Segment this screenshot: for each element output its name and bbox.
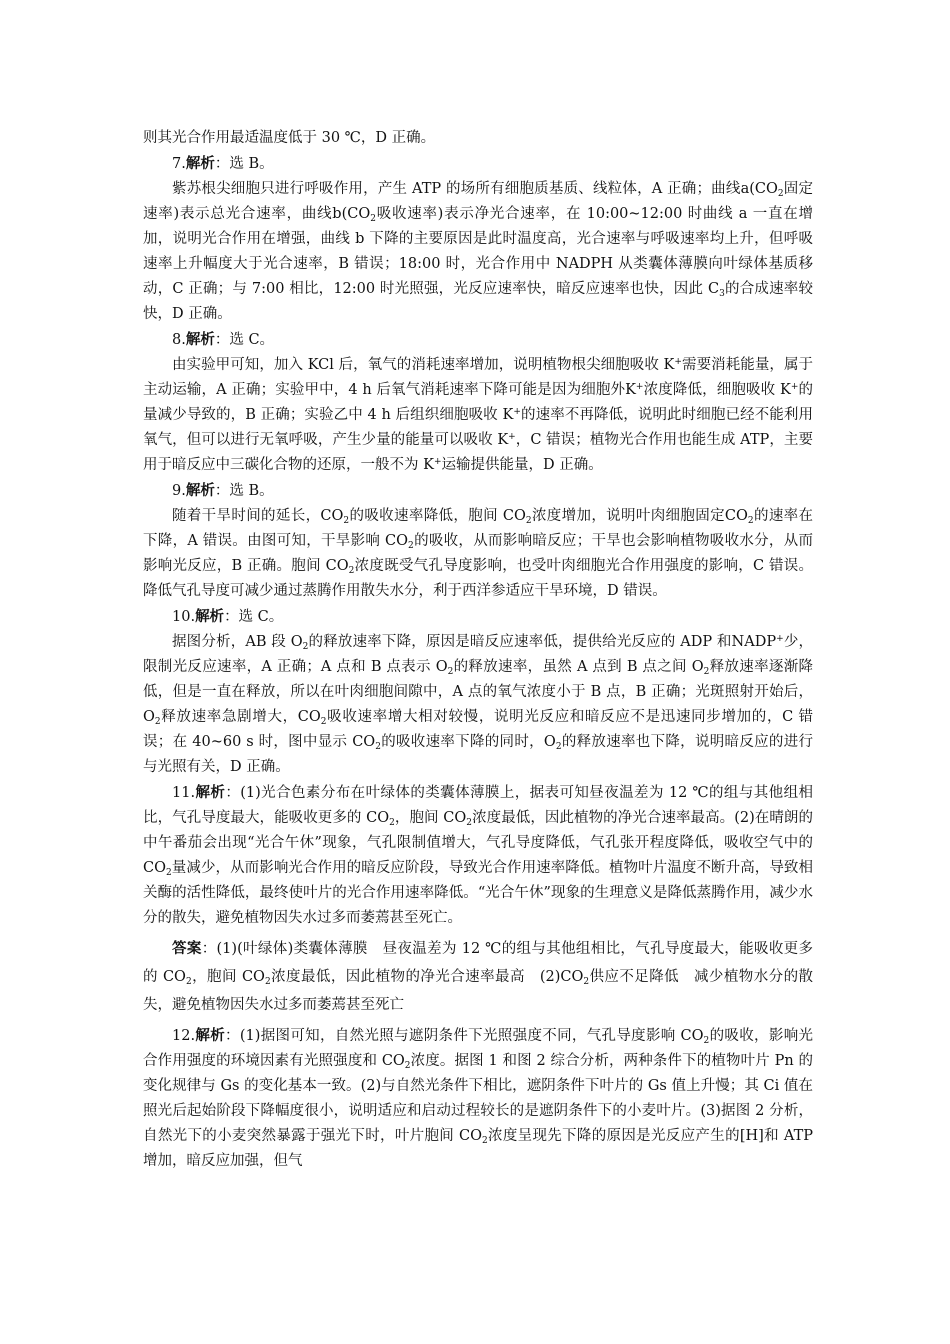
q9-explanation: 随着干旱时间的延长，$CO_2$的吸收速率降低，胞间 $CO_2$浓度增加，说明叶肉细胞固定$CO_2$的速率在下降，A 错误。由图可知，干旱影响 $CO_2$的吸收，从而影响暗反应；干旱也会影响植物吸收水分，从而影响光反应，B 正确。胞间 $CO_2$浓度既受气孔导度影响，也受叶肉细胞光合作用强度的影响，C 错误。降低气孔导度可减少通过蒸腾作用散失水分，利于西洋参适应干旱环境，D 错误。	[143, 508, 814, 599]
q10-explanation: 据图分析，AB 段 $O_2$的释放速率下降，原因是暗反应速率低，提供给光反应的 ADP 和NADP+少，限制光反应速率，A 正确；A 点和 B 点表示 $O_2$的释放速率，虽然 A 点到 B 点之间 $O_2$释放速率逐渐降低，但是一直在释放，所以在叶肉细胞间隙中，A 点的氧气浓度小于 B 点，B 正确；光斑照射开始后，$O_2$释放速率急剧增大，$CO_2$吸收速率增大相对较慢，说明光反应和暗反应不是迅速同步增加的，C 错误；在 40~60 s 时，图中显示 $CO_2$的吸收速率下降的同时，$O_2$的释放速率也下降，说明暗反应的进行与光照有关，D 正确。	[143, 634, 814, 775]
q8-heading: 8.解析：选 C。	[172, 331, 275, 348]
q7-heading: 7.解析：选 B。	[172, 155, 274, 172]
q10-heading: 10.解析：选 C。	[172, 608, 284, 625]
document-body	[143, 126, 813, 1174]
q8-explanation: 由实验甲可知，加入 KCl 后，氧气的消耗速率增加，说明植物根尖细胞吸收 K+需要消耗能量，属于主动运输，A 正确；实验甲中，4 h 后氧气消耗速率下降可能是因为细胞外K+浓度降低，细胞吸收 K+的量减少导致的，B 正确；实验乙中 4 h 后组织细胞吸收 K+的速率不再降低，说明此时细胞已经不能利用氧气，但可以进行无氧呼吸，产生少量的能量可以吸收 K+，C 错误；植物光合作用也能生成 ATP，主要用于暗反应中三碳化合物的还原，一般不为 K+运输提供能量，D 正确。	[143, 357, 814, 473]
q11-answer: 答案：(1)(叶绿体)类囊体薄膜 昼夜温差为 12 ℃的组与其他组相比，气孔导度最大，能吸收更多的 $CO_2$，胞间 $CO_2$浓度最低，因此植物的净光合速率最高 $(2)CO_2$供应不足降低 减少植物水分的散失，避免植物因失水过多而萎蔫甚至死亡	[143, 940, 814, 1013]
q9-heading: 9.解析：选 B。	[172, 482, 274, 499]
q11-explanation: 11.解析：(1)光合色素分布在叶绿体的类囊体薄膜上，据表可知昼夜温差为 12 ℃的组与其他组相比，气孔导度最大，能吸收更多的 $CO_2$，胞间 $CO_2$浓度最低，因此植物的净光合速率最高。(2)在晴朗的中午番茄会出现“光合午休”现象，气孔限制值增大，气孔导度降低，气孔张开程度降低，吸收空气中的 $CO_2$量减少，从而影响光合作用的暗反应阶段，导致光合作用速率降低。植物叶片温度不断升高，导致相关酶的活性降低，最终使叶片的光合作用速率降低。“光合午休”现象的生理意义是降低蒸腾作用，减少水分的散失，避免植物因失水过多而萎蔫甚至死亡。	[143, 784, 813, 926]
paragraph-continuation: 则其光合作用最适温度低于 30 ℃，D 正确。	[143, 130, 436, 146]
q12-explanation: 12.解析：(1)据图可知，自然光照与遮阴条件下光照强度不同，气孔导度影响 $CO_2$的吸收，影响光合作用强度的环境因素有光照强度和 $CO_2$浓度。据图 1 和图 2 综合分析，两种条件下的植物叶片 Pn 的变化规律与 Gs 的变化基本一致。(2)与自然光条件下相比，遮阴条件下叶片的 Gs 值上升慢；其 Ci 值在照光后起始阶段下降幅度很小，说明适应和启动过程较长的是遮阴条件下的小麦叶片。(3)据图 2 分析，自然光下的小麦突然暴露于强光下时，叶片胞间 $CO_2$浓度呈现先下降的原因是光反应产生的[H]和 ATP 增加，暗反应加强，但气	[143, 1027, 814, 1169]
q7-explanation: 紫苏根尖细胞只进行呼吸作用，产生 ATP 的场所有细胞质基质、线粒体，A 正确；曲线$a(CO_2$固定速率)表示总光合速率，曲线$b(CO_2$吸收速率)表示净光合速率，在 10:00~12:00 时曲线 a 一直在增加，说明光合作用在增强，曲线 b 下降的主要原因是此时温度高，光合速率与呼吸速率均上升，但呼吸速率上升幅度大于光合速率，B 错误；18:00 时，光合作用中 NADPH 从类囊体薄膜向叶绿体基质移动，C 正确；与 7:00 相比，12:00 时光照强，光反应速率快，暗反应速率也快，因此 $C_3$的合成速率较快，D 正确。	[143, 181, 814, 322]
